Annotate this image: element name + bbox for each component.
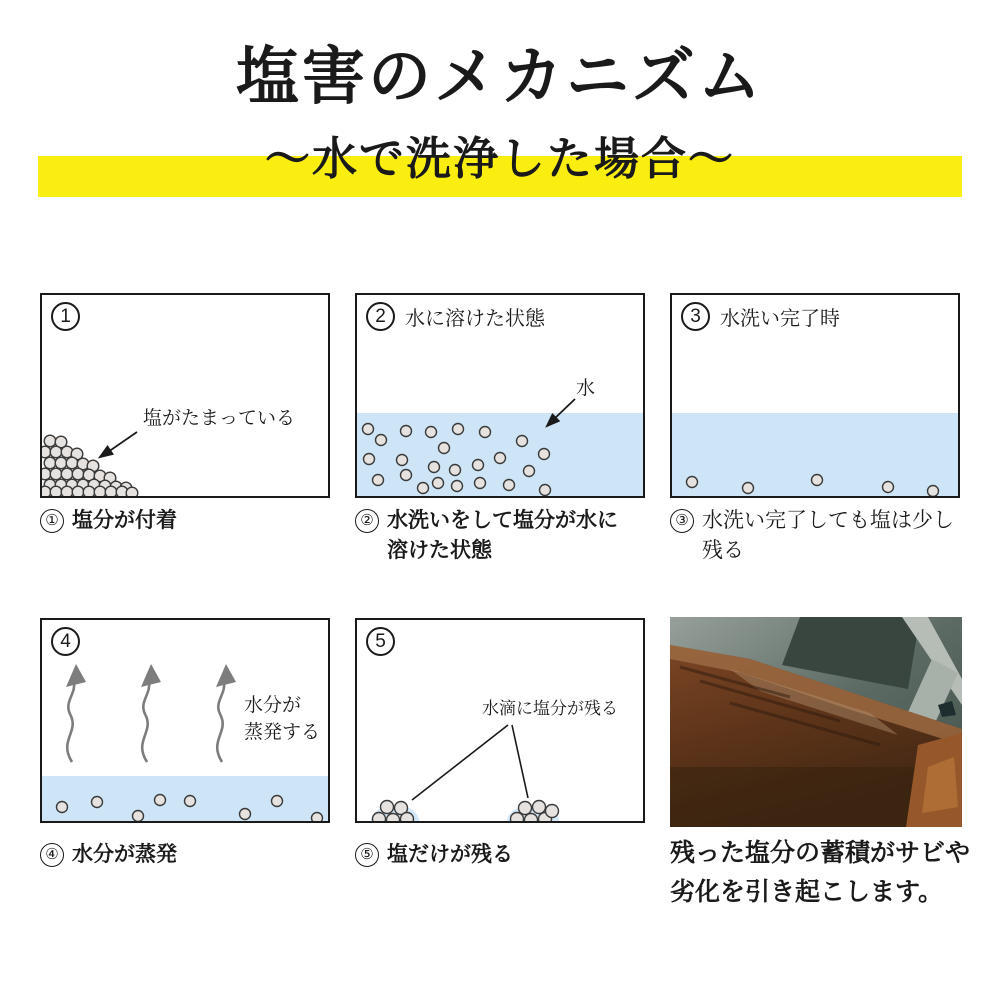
rising-vapor-arrows: [67, 682, 224, 762]
panel-1-salt-adheres: [40, 293, 330, 498]
caption-5-text: 塩だけが残る: [387, 843, 513, 866]
caption-1-number: ①: [40, 509, 64, 533]
pointer-arrow: [100, 432, 137, 457]
conclusion-caption: 残った塩分の蓄積がサビや 劣化を引き起こします。: [670, 839, 971, 906]
page-title: 塩害のメカニズム: [236, 42, 764, 112]
caption-step-1: [40, 506, 177, 536]
panel-2-dissolved-in-water: [355, 293, 645, 498]
panel-2-heading: 水に溶けた状態: [405, 308, 545, 330]
caption-5-number: ⑤: [355, 843, 379, 867]
caption-1-text: 塩分が付着: [72, 509, 177, 532]
moisture-evaporates-label: 水分が 蒸発する: [244, 695, 321, 743]
caption-step-4: [40, 840, 177, 870]
caption-3-number: ③: [670, 509, 694, 533]
caption-step-5: [355, 840, 513, 870]
salt-remains-in-droplet-label: 水滴に塩分が残る: [482, 699, 618, 718]
caption-step-2: [355, 506, 618, 566]
panel-3-heading: 水洗い完了時: [720, 308, 840, 330]
rust-photo: [670, 617, 962, 827]
pointer-lines: [412, 725, 528, 800]
caption-4-number: ④: [40, 843, 64, 867]
panel-3-washing-complete: [670, 293, 960, 498]
salt-accumulating-label: 塩がたまっている: [143, 408, 296, 429]
caption-3-text: 水洗い完了しても塩は少し 残る: [702, 509, 954, 562]
salt-pile-illustration: [42, 295, 328, 496]
circled-number-3: 3: [681, 302, 710, 331]
page-subtitle: 〜水で洗浄した場合〜: [264, 133, 735, 184]
circled-number-2: 2: [366, 302, 395, 331]
panel-4-evaporation: [40, 618, 330, 823]
water-label: 水: [576, 378, 596, 399]
caption-2-text: 水洗いをして塩分が水に 溶けた状態: [387, 509, 618, 562]
salt-in-droplets-illustration: [357, 620, 643, 821]
circled-number-4: 4: [51, 627, 80, 656]
circled-number-5: 5: [366, 627, 395, 656]
caption-2-number: ②: [355, 509, 379, 533]
caption-step-3: [670, 506, 954, 566]
caption-4-text: 水分が蒸発: [72, 843, 177, 866]
circled-number-1: 1: [51, 302, 80, 331]
rust-photo-graphic: [670, 617, 962, 827]
panel-5-only-salt-remains: [355, 618, 645, 823]
